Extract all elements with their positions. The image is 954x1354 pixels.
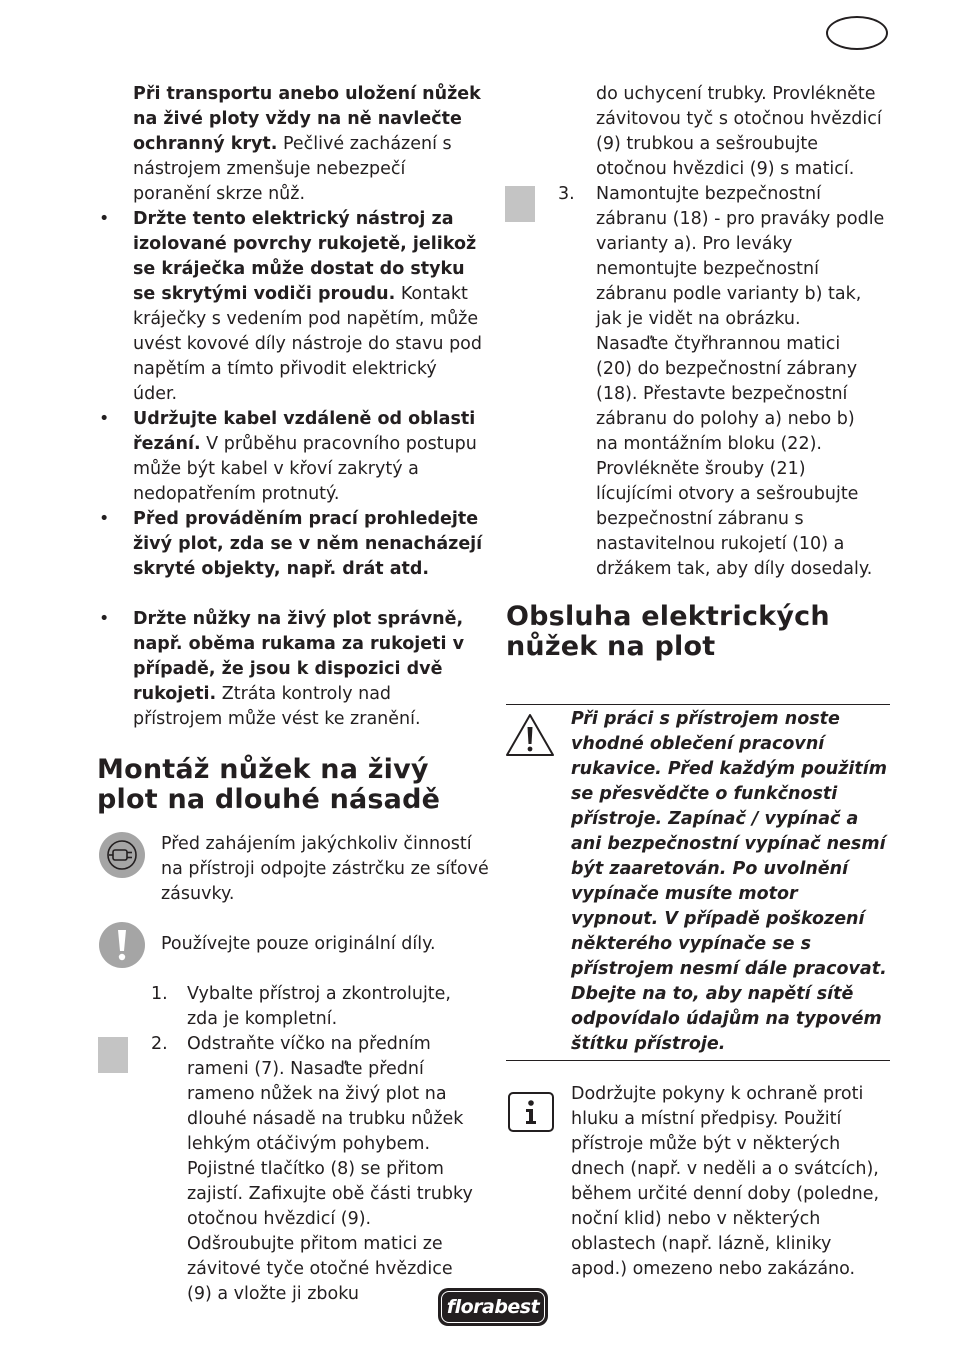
transport-bold: Při transportu anebo uložení nůžek na živé ploty vždy na ně navlečte ochranný kryt.: [133, 84, 481, 154]
inspect-hedge-bold: Před prováděním prací prohledejte živý plot, zda se v něm nenacházejí skryté objekty, např. drát atd.: [133, 509, 483, 579]
transport-text: Pečlivé zacházení s nástrojem zmenšuje nebezpečí poranění skrze nůž.: [133, 134, 452, 204]
exclamation-icon: [99, 922, 145, 968]
plug-disconnect-icon: [99, 832, 145, 878]
step-marker: [98, 1037, 128, 1073]
step-number: 3.: [558, 184, 575, 204]
warning-bottom-rule: [506, 1060, 890, 1061]
step-1-text: Vybalte přístroj a zkontrolujte, zda je kompletní.: [187, 984, 451, 1029]
warning-top-rule: [506, 704, 890, 705]
cable-bold: Udržujte kabel vzdáleně od oblasti řezání.: [133, 409, 476, 454]
step-3-text-b: Nasaďte čtyřhrannou matici (20) do bezpečnostní zábrany (18). Přestavte bezpečnostní zábranu do polohy a) nebo b) na montážním bloku (22). Provlékněte šrouby (21) lícujícími otvory a sešroubujte bezpečnostní zábranu s nastavitelnou rukojetí (10) a držákem tak, aby díly dosedaly.: [596, 334, 873, 579]
bullet-marker: •: [99, 609, 110, 629]
bullet-marker: •: [99, 209, 110, 229]
step-2-text: Odstraňte víčko na předním rameni (7). Nasaďte přední rameno nůžek na živý plot na dlouhé násadě na trubku nůžek lehkým otáčivým pohybem. Pojistné tlačítko (8) se přitom zajistí. Zafixujte obě části trubky otočnou hvězdicí (9). Odšroubujte přitom matici ze závitové tyče otočné hvězdice (9) a vložte ji zboku: [187, 1034, 473, 1304]
step-3-text-a: Namontujte bezpečnostní zábranu (18) - pro praváky podle varianty a). Pro leváky nemontujte bezpečnostní zábranu podle varianty b) tak, jak je vidět na obrázku.: [596, 184, 885, 329]
bullet-marker: •: [99, 409, 110, 429]
florabest-logo: [438, 1288, 548, 1326]
step-marker: [505, 186, 535, 222]
logo-text: florabest: [446, 1296, 540, 1318]
operation-heading: Obsluha elektrických nůžek na plot: [506, 601, 830, 662]
insulated-grip-bold: Držte tento elektrický nástroj za izolované povrchy rukojetě, jelikož se kráječka může dostat do styku se skrytými vodiči proudu.: [133, 209, 477, 304]
step-number: 2.: [151, 1034, 168, 1054]
assembly-heading: Montáž nůžek na živý plot na dlouhé násadě: [97, 754, 441, 815]
bullet-hold-correctly: [133, 607, 483, 732]
bullet-marker: •: [99, 509, 110, 529]
step-number: 1.: [151, 984, 168, 1004]
original-parts-note: Používejte pouze originální díly.: [161, 934, 436, 954]
info-text: Dodržujte pokyny k ochraně proti hluku a místní předpisy. Použití přístroje může být v některých dnech (např. v neděli a o svátcích), během určité denní doby (poledne, noční klid) nebo v některých oblastech (např. lázně, kliniky apod.) omezeno nebo zakázáno.: [571, 1084, 880, 1279]
cable-text: V průběhu pracovního postupu může být kabel v křoví zakrytý a nedopatřením protnutý.: [133, 434, 477, 504]
bullet-cable: [133, 407, 483, 507]
info-icon: [508, 1092, 554, 1132]
transport-paragraph: [133, 82, 483, 207]
step-2-continued: do uchycení trubky. Provlékněte závitovou tyč s otočnou hvězdicí (9) trubkou a sešroubujte otočnou hvězdici (9) s maticí.: [596, 84, 882, 179]
bullet-inspect-hedge: [133, 507, 483, 582]
warning-text: Při práci s přístrojem noste vhodné oblečení pracovní rukavice. Před každým použitím se přesvědčte o funkčnosti přístroje. Zapínač / vypínač a ani bezpečnostní vypínač nesmí být zaaretován. Po uvolnění vypínače musíte motor vypnout. V případě poškození některého vypínače se s přístrojem nesmí dále pracovat. Dbejte na to, aby napětí sítě odpovídalo údajům na typovém štítku přístroje.: [571, 709, 888, 1054]
insulated-grip-text: Kontakt kráječky s vedením pod napětím, může uvést kovové díly nástroje do stavu pod napětím a tímto přivodit elektrický úder.: [133, 284, 482, 404]
bullet-insulated-grip: [133, 207, 483, 407]
hold-correctly-bold: Držte nůžky na živý plot správně, např. oběma rukama za rukojeti v případě, že jsou k dispozici dvě rukojeti.: [133, 609, 464, 704]
unplug-note: Před zahájením jakýchkoliv činností na přístroji odpojte zástrčku ze síťové zásuvky.: [161, 834, 489, 904]
language-badge: [826, 16, 888, 50]
hold-correctly-text: Ztráta kontroly nad přístrojem může vést ke zranění.: [133, 684, 421, 729]
warning-triangle-icon: [504, 712, 556, 762]
